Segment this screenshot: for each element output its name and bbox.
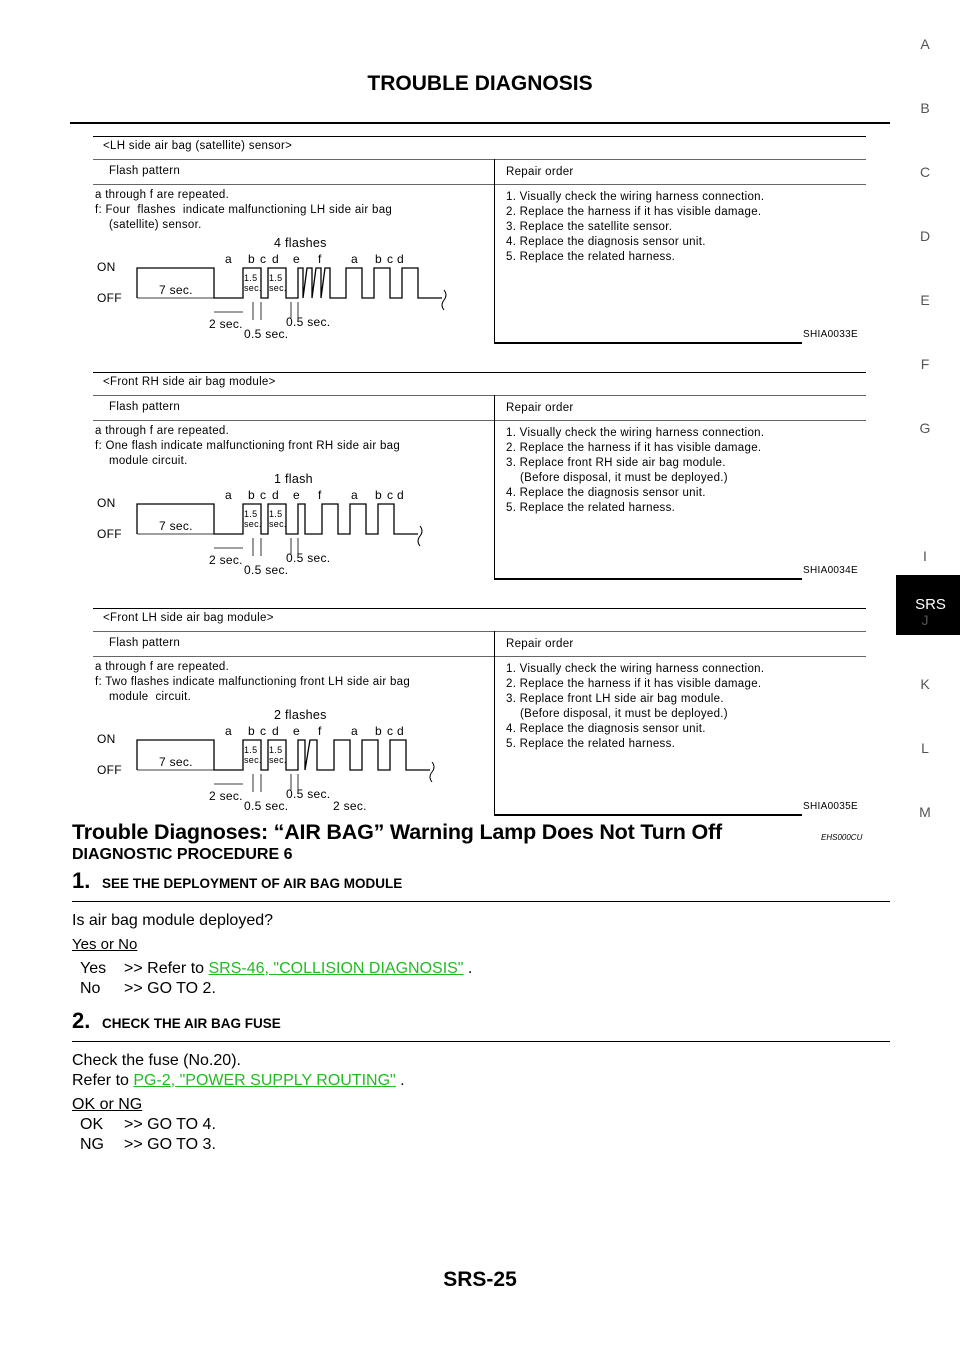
off-level-label: OFF [97, 291, 122, 305]
flash-table-front-rh-module [93, 372, 866, 580]
break-mark [418, 526, 422, 546]
table-caption-rule [93, 159, 866, 160]
sec-unit-2: sec. [269, 755, 287, 765]
off-level-label: OFF [97, 763, 122, 777]
repair-step: 5. Replace the related harness. [506, 251, 676, 263]
no-text: >> GO TO 2. [124, 980, 216, 997]
repair-step: 2. Replace the harness if it has visible damage. [506, 678, 762, 690]
step-1-no-option [80, 980, 216, 998]
step-1-rule [72, 901, 890, 902]
flash-waveform-diagram [93, 236, 493, 341]
half-sec-label-b: 0.5 sec. [286, 551, 331, 565]
col-header-flash-pattern: Flash pattern [109, 165, 181, 177]
step-2-rule [72, 1041, 890, 1042]
seven-sec-label: 7 sec. [159, 755, 193, 769]
step-1-choice-label: Yes or No [72, 936, 138, 953]
index-tab-k[interactable]: K [920, 676, 930, 692]
segment-letter: a [225, 252, 232, 266]
sec-value-2: 1.5 [269, 509, 283, 519]
repair-step: 4. Replace the diagnosis sensor unit. [506, 236, 706, 248]
table-header-rule [93, 420, 866, 421]
ng-key: NG [80, 1136, 104, 1153]
on-level-label: ON [97, 496, 116, 510]
flash-table-lh-satellite [93, 136, 866, 344]
repair-step: 3. Replace the satellite sensor. [506, 221, 673, 233]
segment-letter: d [397, 488, 404, 502]
sec-value-1: 1.5 [244, 745, 258, 755]
header-rule [70, 122, 890, 124]
link-srs-46[interactable]: SRS-46, "COLLISION DIAGNOSIS" [208, 960, 464, 977]
segment-letter: b [375, 724, 382, 738]
segment-letter: d [272, 488, 279, 502]
segment-letter: c [260, 488, 267, 502]
repair-order-steps [506, 662, 764, 752]
table-column-divider [494, 631, 495, 816]
index-tab-m[interactable]: M [919, 804, 931, 820]
step-2-heading [72, 1008, 890, 1034]
segment-letter: b [248, 252, 255, 266]
repair-step: 2. Replace the harness if it has visible damage. [506, 442, 762, 454]
segment-letter: a [351, 724, 358, 738]
table-caption-rule [93, 395, 866, 396]
flash-waveform-diagram [93, 708, 493, 813]
ok-text: >> GO TO 4. [124, 1116, 216, 1133]
segment-letter: a [351, 488, 358, 502]
index-tab-b[interactable]: B [920, 100, 930, 116]
segment-letter: d [397, 724, 404, 738]
table-top-rule [93, 372, 866, 373]
repair-step: 2. Replace the harness if it has visible damage. [506, 206, 762, 218]
segment-letter: e [293, 488, 300, 502]
yes-pre: >> Refer to [124, 960, 209, 977]
segment-letter: f [318, 488, 322, 502]
table-bottom-rule [494, 814, 802, 816]
segment-letter: c [260, 724, 267, 738]
half-sec-label-a: 0.5 sec. [244, 563, 289, 577]
off-level-label: OFF [97, 527, 122, 541]
procedure-title: DIAGNOSTIC PROCEDURE 6 [72, 846, 293, 863]
step-2-choice-label: OK or NG [72, 1096, 143, 1113]
segment-letter: f [318, 252, 322, 266]
flash-pattern-description: a through f are repeated. f: Four flashes indicate malfunctioning LH side air bag (satellite) sensor. [95, 189, 393, 231]
ok-key: OK [80, 1116, 104, 1133]
index-tab-srs-active[interactable]: SRS [896, 575, 960, 635]
table-header-rule [93, 184, 866, 185]
index-tab-i[interactable]: I [923, 548, 927, 564]
flash-waveform-diagram [93, 472, 493, 577]
step-2-line-2 [72, 1072, 405, 1090]
table-column-divider [494, 395, 495, 580]
segment-letter: c [387, 724, 394, 738]
step-1-yes-option [80, 960, 472, 978]
index-tab-c[interactable]: C [919, 164, 931, 180]
repair-step: (Before disposal, it must be deployed.) [506, 708, 728, 720]
segment-letter: e [293, 724, 300, 738]
two-sec-label-b: 2 sec. [333, 799, 367, 813]
repair-step: 5. Replace the related harness. [506, 738, 676, 750]
refer-pre: Refer to [72, 1072, 134, 1089]
sec-value-2: 1.5 [269, 273, 283, 283]
two-sec-label: 2 sec. [209, 553, 243, 567]
half-sec-label-a: 0.5 sec. [244, 799, 289, 813]
table-top-rule [93, 608, 866, 609]
flash-pattern-description: a through f are repeated. f: Two flashes indicate malfunctioning front LH side air bag module circuit. [95, 661, 411, 703]
section-title: Trouble Diagnoses: “AIR BAG” Warning Lamp Does Not Turn Off [72, 820, 722, 844]
table-caption: <LH side air bag (satellite) sensor> [103, 140, 293, 152]
col-header-flash-pattern: Flash pattern [109, 401, 181, 413]
sec-unit-1: sec. [244, 519, 262, 529]
index-tab-j[interactable]: J [921, 612, 929, 628]
step-1-heading [72, 868, 890, 894]
index-tab-f[interactable]: F [920, 356, 930, 372]
half-sec-label-b: 0.5 sec. [286, 787, 331, 801]
col-header-flash-pattern: Flash pattern [109, 637, 181, 649]
two-sec-label: 2 sec. [209, 789, 243, 803]
repair-step: 1. Visually check the wiring harness connection. [506, 663, 765, 675]
flash-count-label: 1 flash [274, 472, 313, 486]
sec-value-1: 1.5 [244, 273, 258, 283]
flash-pattern-description: a through f are repeated. f: One flash indicate malfunctioning front RH side air bag module circuit. [95, 425, 401, 467]
segment-letter: b [375, 488, 382, 502]
segment-letter: a [225, 488, 232, 502]
index-tab-d[interactable]: D [919, 228, 931, 244]
break-mark [442, 290, 446, 310]
repair-step: 4. Replace the diagnosis sensor unit. [506, 487, 706, 499]
on-level-label: ON [97, 260, 116, 274]
sec-unit-1: sec. [244, 283, 262, 293]
index-tab-a[interactable]: A [920, 36, 930, 52]
flash-table-front-lh-module [93, 608, 866, 816]
index-tab-g[interactable]: G [919, 420, 931, 436]
seven-sec-label: 7 sec. [159, 519, 193, 533]
repair-step: 3. Replace front LH side air bag module. [506, 693, 724, 705]
col-header-repair-order: Repair order [506, 638, 574, 650]
table-caption-rule [93, 631, 866, 632]
repair-step: 1. Visually check the wiring harness connection. [506, 427, 765, 439]
table-top-rule [93, 136, 866, 137]
table-bottom-rule [494, 578, 802, 580]
figure-id: SHIA0034E [803, 565, 858, 576]
sec-unit-1: sec. [244, 755, 262, 765]
step-1-number: 1. [72, 868, 91, 893]
two-sec-label: 2 sec. [209, 317, 243, 331]
step-2-ok-option [80, 1116, 216, 1134]
sec-value-2: 1.5 [269, 745, 283, 755]
table-header-rule [93, 656, 866, 657]
segment-letter: d [272, 252, 279, 266]
segment-letter: c [260, 252, 267, 266]
segment-letter: a [351, 252, 358, 266]
repair-step: 1. Visually check the wiring harness connection. [506, 191, 765, 203]
refer-post: . [395, 1072, 405, 1089]
sec-unit-2: sec. [269, 283, 287, 293]
on-level-label: ON [97, 732, 116, 746]
flash-count-label: 2 flashes [274, 708, 327, 722]
half-sec-label-b: 0.5 sec. [286, 315, 331, 329]
seven-sec-label: 7 sec. [159, 283, 193, 297]
figure-id: SHIA0035E [803, 801, 858, 812]
segment-letter: d [272, 724, 279, 738]
repair-step: (Before disposal, it must be deployed.) [506, 472, 728, 484]
segment-letter: e [293, 252, 300, 266]
segment-letter: d [397, 252, 404, 266]
page-number: SRS-25 [443, 1268, 517, 1291]
col-header-repair-order: Repair order [506, 402, 574, 414]
segment-letter: b [248, 488, 255, 502]
break-mark [430, 762, 434, 782]
index-tab-l[interactable]: L [921, 740, 929, 756]
table-column-divider [494, 159, 495, 344]
step-1-question: Is air bag module deployed? [72, 912, 274, 929]
sec-value-1: 1.5 [244, 509, 258, 519]
table-caption: <Front RH side air bag module> [103, 376, 276, 388]
repair-order-steps [506, 190, 764, 265]
repair-order-steps [506, 426, 764, 516]
section-code: EHS000CU [821, 833, 863, 842]
segment-letter: b [248, 724, 255, 738]
no-key: No [80, 980, 101, 997]
link-pg-2[interactable]: PG-2, "POWER SUPPLY ROUTING" [133, 1072, 396, 1089]
step-2-title: CHECK THE AIR BAG FUSE [102, 1016, 281, 1031]
step-2-number: 2. [72, 1008, 91, 1033]
segment-letter: c [387, 252, 394, 266]
table-bottom-rule [494, 342, 802, 344]
segment-letter: a [225, 724, 232, 738]
table-caption: <Front LH side air bag module> [103, 612, 274, 624]
step-2-line-1: Check the fuse (No.20). [72, 1052, 241, 1069]
step-2-ng-option [80, 1136, 216, 1154]
segment-letter: f [318, 724, 322, 738]
figure-id: SHIA0033E [803, 329, 858, 340]
yes-key: Yes [80, 960, 107, 977]
index-tab-e[interactable]: E [920, 292, 930, 308]
col-header-repair-order: Repair order [506, 166, 574, 178]
yes-post: . [463, 960, 473, 977]
repair-step: 5. Replace the related harness. [506, 502, 676, 514]
ng-text: >> GO TO 3. [124, 1136, 216, 1153]
repair-step: 3. Replace front RH side air bag module. [506, 457, 726, 469]
step-1-title: SEE THE DEPLOYMENT OF AIR BAG MODULE [102, 876, 403, 891]
flash-count-label: 4 flashes [274, 236, 327, 250]
segment-letter: c [387, 488, 394, 502]
page-header-title: TROUBLE DIAGNOSIS [367, 72, 593, 95]
segment-letter: b [375, 252, 382, 266]
half-sec-label-a: 0.5 sec. [244, 327, 289, 341]
repair-step: 4. Replace the diagnosis sensor unit. [506, 723, 706, 735]
sec-unit-2: sec. [269, 519, 287, 529]
